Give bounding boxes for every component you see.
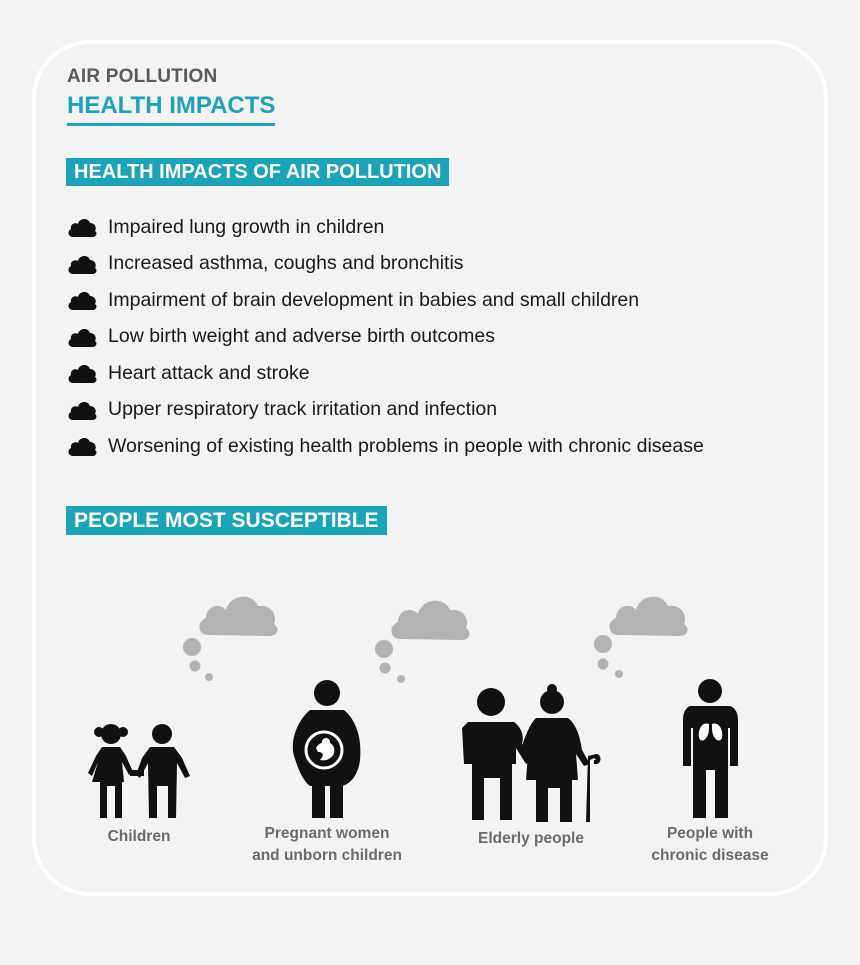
- thought-cloud-icon: [370, 578, 474, 684]
- page-title: HEALTH IMPACTS: [67, 92, 275, 126]
- children-icon: [86, 720, 192, 820]
- elderly-couple-icon: [460, 684, 604, 824]
- list-item: [66, 246, 704, 283]
- group-caption: [465, 828, 597, 850]
- caption-children: Children: [107, 828, 171, 845]
- caption-pregnant-line2: and unborn children: [252, 847, 402, 864]
- impact-text: Upper respiratory track irritation and infection: [108, 398, 498, 421]
- impacts-list: [66, 209, 704, 465]
- caption-elderly: Elderly people: [478, 830, 584, 847]
- cloud-icon: [66, 398, 98, 422]
- cloud-icon: [66, 288, 98, 312]
- impact-text: Increased asthma, coughs and bronchitis: [108, 252, 464, 275]
- list-item: [66, 428, 704, 465]
- impact-text: Worsening of existing health problems in people with chronic disease: [108, 434, 704, 457]
- list-item: [66, 355, 704, 392]
- cloud-icon: [66, 434, 98, 458]
- list-item: [66, 319, 704, 356]
- cloud-icon: [66, 215, 98, 239]
- list-item: [66, 209, 704, 246]
- list-item: [66, 392, 704, 429]
- thought-cloud-icon: [178, 578, 282, 684]
- person-with-lungs-icon: [682, 678, 740, 822]
- cloud-icon: [66, 252, 98, 276]
- caption-chronic-line2: chronic disease: [651, 847, 769, 864]
- list-item: [66, 282, 704, 319]
- cloud-icon: [66, 361, 98, 385]
- susceptible-section-heading: PEOPLE MOST SUSCEPTIBLE: [66, 506, 387, 535]
- caption-pregnant-line1: Pregnant women: [264, 825, 390, 842]
- group-caption: [79, 826, 199, 848]
- page-kicker: AIR POLLUTION: [67, 66, 218, 87]
- thought-cloud-icon: [588, 574, 692, 680]
- impact-text: Impaired lung growth in children: [108, 215, 385, 238]
- group-caption: [232, 823, 422, 867]
- cloud-icon: [66, 325, 98, 349]
- pregnant-woman-icon: [290, 676, 366, 820]
- caption-chronic-line1: People with: [666, 825, 754, 842]
- impact-text: Low birth weight and adverse birth outcomes: [108, 325, 495, 348]
- group-caption: [635, 823, 785, 867]
- impact-text: Impairment of brain development in babies and small children: [108, 288, 640, 311]
- impacts-section-heading: HEALTH IMPACTS OF AIR POLLUTION: [66, 158, 449, 186]
- impact-text: Heart attack and stroke: [108, 361, 310, 384]
